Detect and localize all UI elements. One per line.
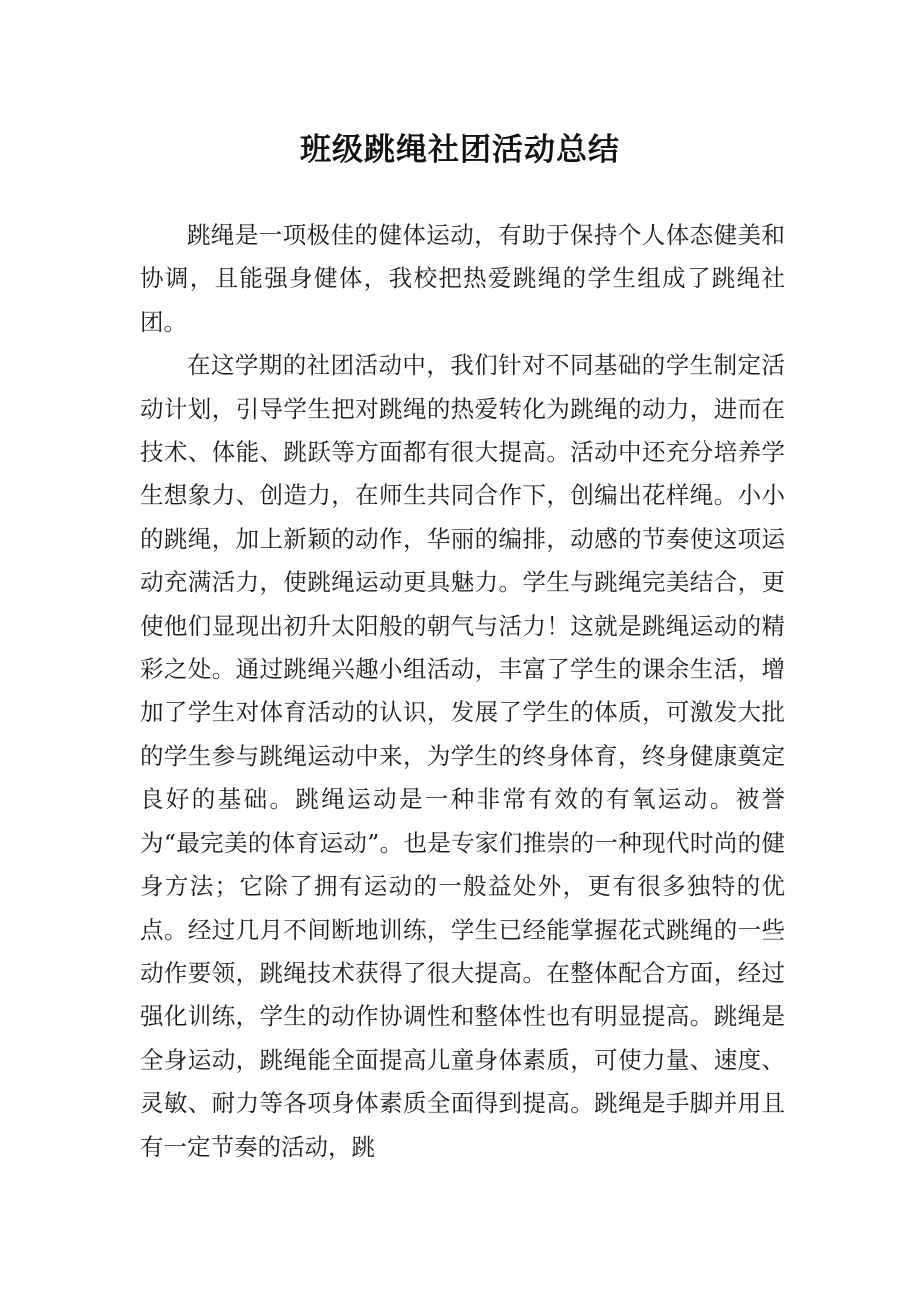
document-body	[140, 214, 785, 1169]
document-title: 班级跳绳社团活动总结	[300, 132, 620, 168]
paragraph-intro: 跳绳是一项极佳的健体运动，有助于保持个人体态健美和协调，且能强身健体，我校把热爱跳绳的学生组成了跳绳社团。	[140, 221, 785, 336]
paragraph-activities: 在这学期的社团活动中，我们针对不同基础的学生制定活动计划，引导学生把对跳绳的热爱转化为跳绳的动力，进而在技术、体能、跳跃等方面都有很大提高。活动中还充分培养学生想象力、创造力，在师生共同合作下，创编出花样绳。小小的跳绳，加上新颖的动作，华丽的编排，动感的节奏使这项运动充满活力，使跳绳运动更具魅力。学生与跳绳完美结合，更使他们显现出初升太阳般的朝气与活力！这就是跳绳运动的精彩之处。通过跳绳兴趣小组活动，丰富了学生的课余生活，增加了学生对体育活动的认识，发展了学生的体质，可激发大批的学生参与跳绳运动中来，为学生的终身体育，终身健康奠定良好的基础。跳绳运动是一种非常有效的有氧运动。被誉为“最完美的体育运动”。也是专家们推崇的一种现代时尚的健身方法；它除了拥有运动的一般益处外，更有很多独特的优点。经过几月不间断地训练，学生已经能掌握花式跳绳的一些动作要领，跳绳技术获得了很大提高。在整体配合方面，经过强化训练，学生的动作协调性和整体性也有明显提高。跳绳是全身运动，跳绳能全面提高儿童身体素质，可使力量、速度、灵敏、耐力等各项身体素质全面得到提高。跳绳是手脚并用且有一定节奏的活动，跳	[140, 351, 785, 1161]
